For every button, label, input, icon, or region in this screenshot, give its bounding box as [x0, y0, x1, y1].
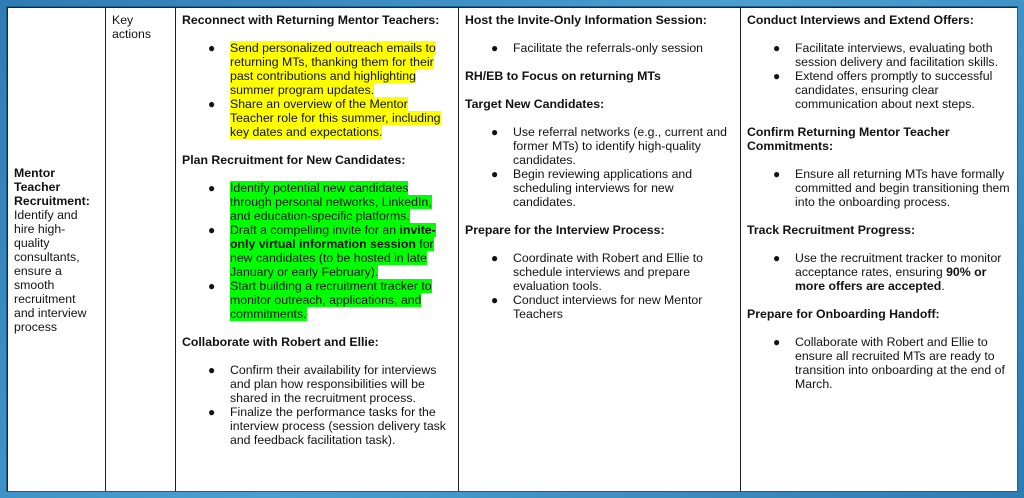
actions-cell: [106, 8, 176, 493]
document-frame: [6, 6, 1018, 492]
bold-fragment: invite-only virtual information session: [230, 223, 436, 251]
list-item: [465, 167, 734, 209]
list-item-text: Confirm their availability for interviews and plan how responsibilities will be shared in the recruitment process.: [230, 363, 437, 405]
list-item: [465, 125, 734, 167]
list-item: [465, 41, 734, 55]
section-title: RH/EB to Focus on returning MTs: [465, 69, 661, 83]
actions-label: Key actions: [112, 13, 151, 41]
list-item: [182, 181, 452, 223]
section-title: Plan Recruitment for New Candidates:: [182, 153, 406, 167]
section-title: Track Recruitment Progress:: [747, 223, 916, 237]
bullet-icon: ●: [491, 41, 499, 55]
text-fragment: .: [941, 279, 945, 293]
bullet-icon: ●: [208, 223, 216, 237]
bullet-list: [465, 251, 734, 321]
list-item-text: Begin reviewing applications and scheduling interviews for new candidates.: [513, 167, 693, 209]
bullet-icon: ●: [773, 335, 781, 349]
list-item: [465, 251, 734, 293]
section-title: Reconnect with Returning Mentor Teachers:: [182, 13, 440, 27]
section-title: Host the Invite-Only Information Session:: [465, 13, 707, 27]
section-title: Confirm Returning Mentor Teacher Commitments:: [747, 125, 950, 153]
list-item: [182, 97, 452, 139]
list-item: [747, 335, 1013, 391]
list-item-text: Start building a recruitment tracker to monitor outreach, applications, and commitments.: [230, 279, 432, 321]
list-item: [747, 251, 1013, 293]
list-item: [182, 405, 452, 447]
list-item-text: [230, 223, 436, 279]
list-item: [182, 41, 452, 97]
bullet-icon: ●: [773, 69, 781, 83]
bullet-list: [182, 181, 452, 321]
bullet-icon: ●: [491, 125, 499, 139]
list-item-text: Identify potential new candidates through personal networks, LinkedIn, and education-specific platforms.: [230, 181, 432, 223]
list-item: [747, 41, 1013, 69]
list-item-text: Coordinate with Robert and Ellie to schedule interviews and prepare evaluation tools.: [513, 251, 704, 293]
list-item: [747, 167, 1013, 209]
bullet-icon: ●: [491, 293, 499, 307]
plan-table: [7, 7, 1018, 492]
bullet-list: [747, 41, 1013, 111]
table-row: [8, 8, 1019, 493]
bullet-icon: ●: [208, 279, 216, 293]
list-item-text: Facilitate the referrals-only session: [513, 41, 703, 55]
text-fragment: for new candidates (to be hosted in late January or early February).: [230, 237, 434, 279]
list-item-text: Send personalized outreach emails to returning MTs, thanking them for their past contributions and highlighting summer program updates.: [230, 41, 436, 97]
phase2-cell: [459, 8, 741, 493]
bullet-icon: ●: [773, 251, 781, 265]
category-title: Mentor Teacher Recruitment:: [14, 166, 90, 208]
bullet-list: [747, 167, 1013, 209]
list-item-text: Extend offers promptly to successful candidates, ensuring clear communication about next steps.: [795, 69, 993, 111]
bullet-list: [182, 363, 452, 447]
bullet-icon: ●: [208, 363, 216, 377]
bullet-icon: ●: [491, 167, 499, 181]
list-item: [465, 293, 734, 321]
bullet-icon: ●: [208, 41, 216, 55]
category-description: Identify and hire high-quality consultants, ensure a smooth recruitment and interview process: [14, 208, 87, 334]
list-item-text: Conduct interviews for new Mentor Teachers: [513, 293, 703, 321]
list-item-text: Use referral networks (e.g., current and former MTs) to identify high-quality candidates.: [513, 125, 727, 167]
section-title: Collaborate with Robert and Ellie:: [182, 335, 379, 349]
list-item-text: Share an overview of the Mentor Teacher role for this summer, including key dates and expectations.: [230, 97, 441, 139]
list-item: [182, 223, 452, 279]
list-item: [182, 279, 452, 321]
bullet-icon: ●: [491, 251, 499, 265]
bullet-list: [747, 335, 1013, 391]
section-title: Conduct Interviews and Extend Offers:: [747, 13, 974, 27]
bullet-list: [465, 41, 734, 55]
list-item: [182, 363, 452, 405]
section-title: Target New Candidates:: [465, 97, 605, 111]
phase3-cell: [741, 8, 1019, 493]
bullet-icon: ●: [208, 405, 216, 419]
list-item-text: Collaborate with Robert and Ellie to ensure all recruited MTs are ready to transition into onboarding at the end of March.: [795, 335, 1005, 391]
list-item: [747, 69, 1013, 111]
section-title: Prepare for Onboarding Handoff:: [747, 307, 940, 321]
list-item-text: Ensure all returning MTs have formally committed and begin transitioning them into the onboarding process.: [795, 167, 1010, 209]
bullet-icon: ●: [773, 167, 781, 181]
bullet-icon: ●: [208, 181, 216, 195]
category-cell: [8, 8, 106, 493]
bullet-icon: ●: [208, 97, 216, 111]
list-item-text: Finalize the performance tasks for the interview process (session delivery task and feedback facilitation task).: [230, 405, 446, 447]
list-item-text: Facilitate interviews, evaluating both session delivery and facilitation skills.: [795, 41, 998, 69]
list-item-text: [795, 251, 1001, 293]
phase1-cell: [176, 8, 459, 493]
text-fragment: Use the recruitment tracker to monitor acceptance rates, ensuring: [795, 251, 1002, 279]
bullet-list: [182, 41, 452, 139]
section-title: Prepare for the Interview Process:: [465, 223, 665, 237]
bullet-list: [747, 251, 1013, 293]
bullet-list: [465, 125, 734, 209]
text-fragment: Draft a compelling invite for an: [230, 223, 400, 237]
bold-fragment: 90% or more offers are accepted: [795, 265, 987, 293]
bullet-icon: ●: [773, 41, 781, 55]
